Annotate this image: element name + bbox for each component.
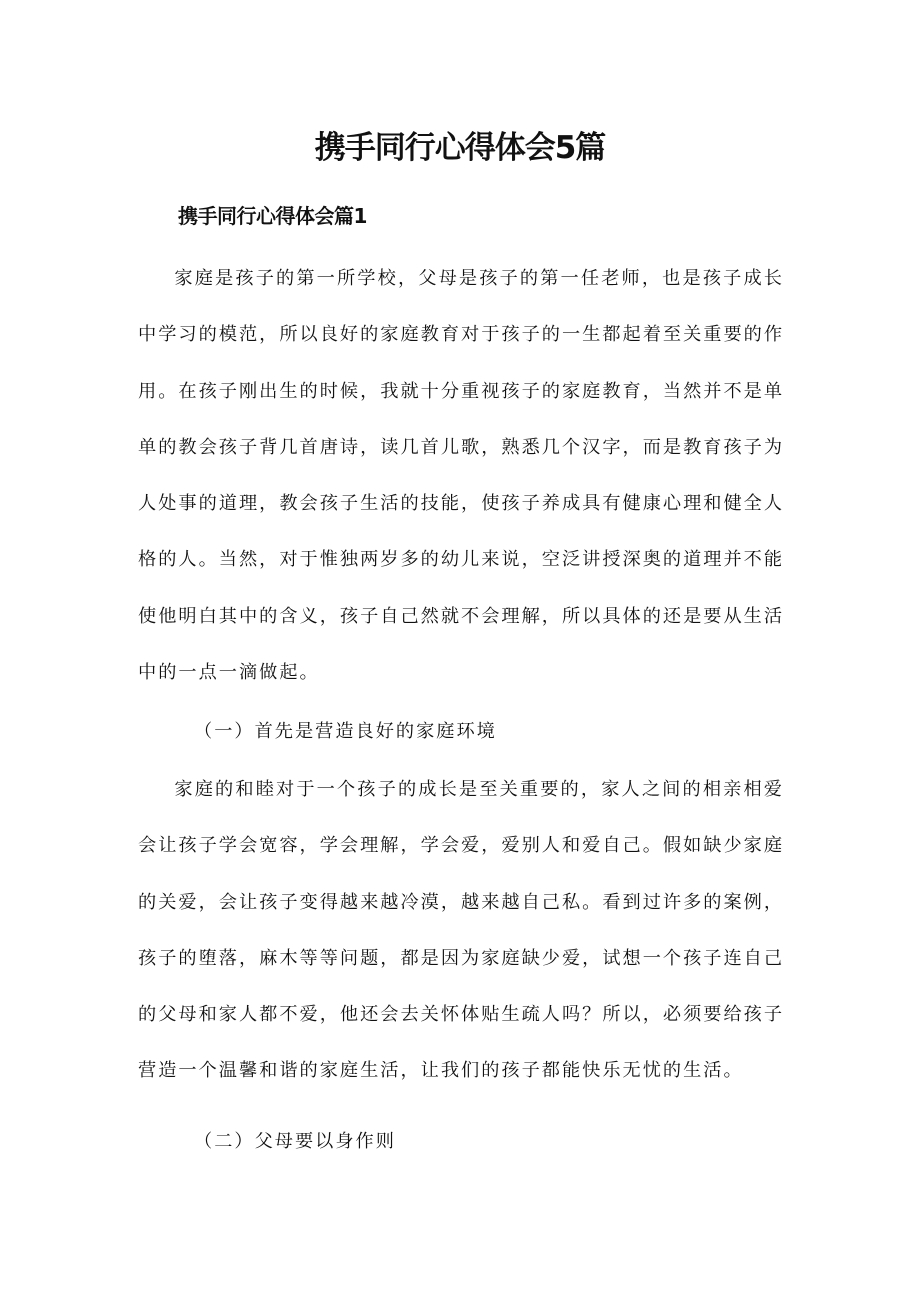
paragraph-2: 家庭的和睦对于一个孩子的成长是至关重要的，家人之间的相亲相爱会让孩子学会宽容，学会理解，学会爱，爱别人和爱自己。假如缺少家庭的关爱，会让孩子变得越来越冷漠，越来越自己私。看到过许多的案例，孩子的堕落，麻木等等问题，都是因为家庭缺少爱，试想一个孩子连自己的父母和家人都不爱，他还会去关怀体贴生疏人吗？所以，必须要给孩子营造一个温馨和谐的家庭生活，让我们的孩子都能快乐无忧的生活。 bbox=[138, 779, 785, 1082]
subheading-2: （二）父母要以身作则 bbox=[194, 1131, 396, 1152]
subheading-1: （一）首先是营造良好的家庭环境 bbox=[194, 721, 497, 742]
paragraph-1: 家庭是孩子的第一所学校，父母是孩子的第一任老师，也是孩子成长中学习的模范，所以良好的家庭教育对于孩子的一生都起着至关重要的作用。在孩子刚出生的时候，我就十分重视孩子的家庭教育，当然并不是单单的教会孩子背几首唐诗，读几首儿歌，熟悉几个汉字，而是教育孩子为人处事的道理，教会孩子生活的技能，使孩子养成具有健康心理和健全人格的人。当然，对于惟独两岁多的幼儿来说，空泛讲授深奥的道理并不能使他明白其中的含义，孩子自己然就不会理解，所以具体的还是要从生活中的一点一滴做起。 bbox=[138, 268, 785, 684]
section-heading: 携手同行心得体会篇1 bbox=[178, 204, 367, 228]
document-title: 携手同行心得体会5篇 bbox=[314, 130, 606, 166]
